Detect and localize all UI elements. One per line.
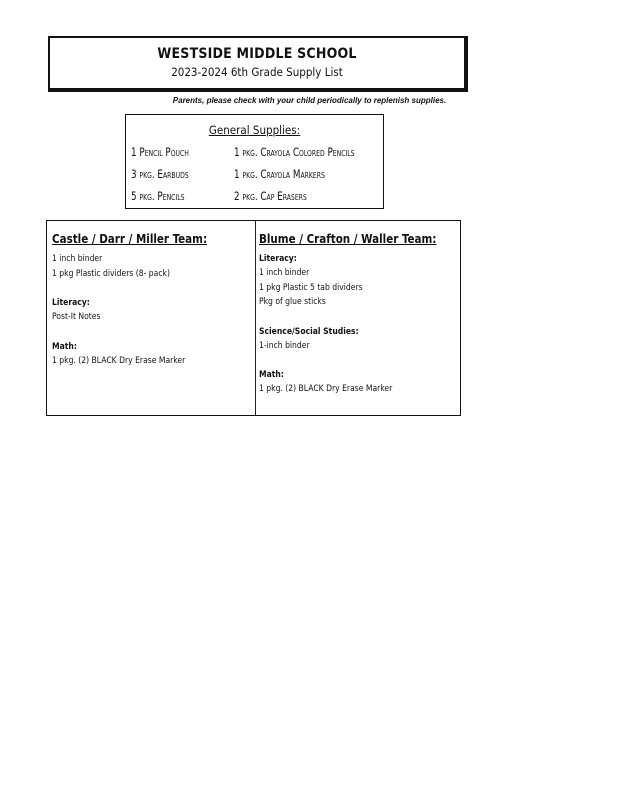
section-label-math: Math: <box>259 370 284 380</box>
general-right-column <box>234 143 376 209</box>
section-label-science: Science/Social Studies: <box>259 326 359 337</box>
general-supplies-title: General Supplies: <box>208 123 301 137</box>
team-heading: Blume / Crafton / Waller Team: <box>259 231 437 246</box>
supply-item: 1-inch binder <box>259 340 310 351</box>
section-label-math: Math: <box>52 341 77 352</box>
general-item: 5 pkg. Pencils <box>131 189 185 203</box>
general-item: 1 pkg. Crayola Markers <box>234 167 325 181</box>
supply-item: Post-It Notes <box>52 312 101 322</box>
parent-note: Parents, please check with your child periodically to replenish supplies. <box>172 96 447 105</box>
section-label-literacy: Literacy: <box>259 254 297 264</box>
school-name: WESTSIDE MIDDLE SCHOOL <box>157 46 357 62</box>
team-heading: Castle / Darr / Miller Team: <box>52 231 208 246</box>
blume-crafton-waller-team <box>259 231 452 397</box>
general-item: 2 pkg. Cap Erasers <box>234 189 307 203</box>
header-box <box>48 36 468 92</box>
castle-darr-miller-team <box>52 231 221 368</box>
general-item: 3 pkg. Earbuds <box>131 167 189 181</box>
supply-item: 1 pkg Plastic 5 tab dividers <box>259 282 363 293</box>
supply-item: 1 pkg. (2) BLACK Dry Erase Marker <box>52 355 186 366</box>
column-divider <box>255 221 256 415</box>
general-item: 1 Pencil Pouch <box>131 145 189 159</box>
general-supplies-box <box>125 114 384 209</box>
supply-item: Pkg of glue sticks <box>259 297 326 307</box>
section-label-literacy: Literacy: <box>52 298 90 308</box>
supply-item: 1 pkg. (2) BLACK Dry Erase Marker <box>259 384 393 394</box>
team-supplies-box <box>46 220 461 416</box>
general-item: 1 pkg. Crayola Colored Pencils <box>234 145 355 159</box>
supply-item: 1 inch binder <box>259 268 310 278</box>
supply-item: 1 pkg Plastic dividers (8- pack) <box>52 268 170 279</box>
supply-item: 1 inch binder <box>52 254 103 264</box>
supply-list-title: 2023-2024 6th Grade Supply List <box>171 65 343 79</box>
general-left-column <box>131 143 199 209</box>
